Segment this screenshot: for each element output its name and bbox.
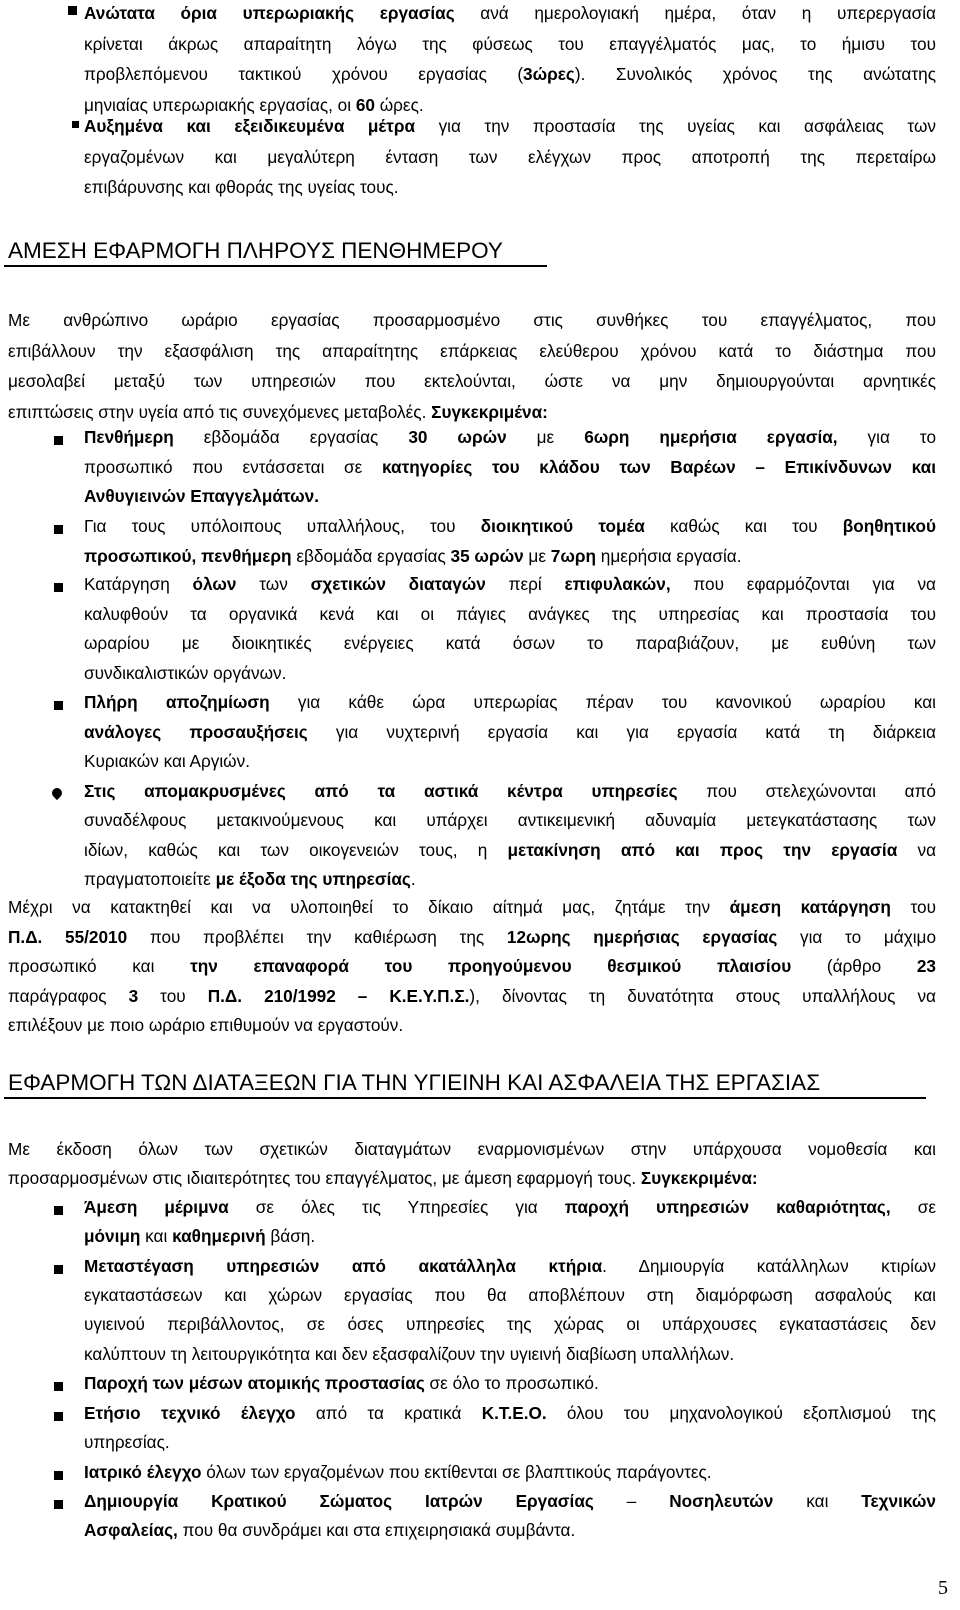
- text: ιδίων, καθώς και των οικογενειών τους, η: [84, 840, 508, 860]
- bold-text: Π.Δ. 55/2010: [8, 927, 128, 947]
- text: Με έκδοση όλων των σχετικών διαταγμάτων εναρμονισμένων στην υπάρχουσα νομοθεσία και: [8, 1139, 936, 1159]
- bold-text: 3: [128, 986, 139, 1006]
- text: –: [593, 1491, 670, 1511]
- text: καθώς και του: [644, 516, 843, 536]
- paragraph-line: [8, 307, 936, 333]
- bold-text: Κ.Τ.Ε.Ο.: [481, 1403, 547, 1423]
- bullet-line: [84, 1370, 936, 1396]
- text: για την προστασία της υγείας και ασφάλειας των: [415, 116, 936, 136]
- text: πραγματοποιείτε: [84, 869, 216, 889]
- text: σε όλες τις Υπηρεσίες για: [228, 1197, 565, 1217]
- bullet-line: [84, 778, 936, 804]
- text: υπηρεσίας.: [84, 1432, 170, 1452]
- text: ανά ημερολογιακή ημέρα, όταν η υπερεργασία: [454, 3, 936, 23]
- paragraph-line: [8, 924, 936, 950]
- square-bullet-icon: [54, 1265, 63, 1274]
- bold-text: 7ωρη: [550, 546, 596, 566]
- bullet-line: [84, 719, 936, 745]
- bold-text: διοικητικού τομέα: [480, 516, 645, 536]
- text: επιβάλλουν την εξασφάλιση της απαραίτητης επάρκειας ελεύθερου χρόνου κατά το διάστημα που: [8, 340, 936, 361]
- square-bullet-icon: [72, 121, 79, 128]
- bullet-line: [84, 454, 936, 480]
- text: συνδικαλιστικών οργάνων.: [84, 663, 287, 683]
- bullet-line: [84, 513, 936, 539]
- text: όλων των εργαζομένων που εκτίθενται σε βλαπτικούς παράγοντες.: [201, 1462, 712, 1482]
- text: ώρες.: [374, 94, 424, 115]
- bold-text: Μεταστέγαση υπηρεσιών από ακατάλληλα κτήρια: [84, 1256, 603, 1276]
- text: σε: [890, 1197, 936, 1217]
- text: . Δημιουργία κατάλληλων κτιρίων: [602, 1256, 936, 1276]
- text: Κυριακών και Αργιών.: [84, 751, 250, 771]
- square-bullet-icon: [54, 701, 63, 710]
- text: προσωπικό και: [8, 956, 191, 976]
- text: για το μάχιμο: [777, 927, 937, 947]
- paragraph-line: [8, 1136, 936, 1162]
- bold-text: Αυξημένα και εξειδικευμένα μέτρα: [84, 116, 416, 136]
- bold-text: μόνιμη: [84, 1226, 141, 1246]
- text: επιλέξουν με ποιο ωράριο επιθυμούν να εργαστούν.: [8, 1015, 404, 1035]
- bold-text: 12ωρης ημερήσιας εργασίας: [506, 927, 778, 947]
- bold-text: άμεση κατάργηση: [729, 897, 891, 917]
- bold-text: Ετήσιο τεχνικό έλεγχο: [84, 1403, 296, 1423]
- paragraph-line: [8, 399, 936, 425]
- paragraph-line: [8, 1165, 936, 1191]
- text: ). Συνολικός χρόνος της ανώτατης: [574, 64, 936, 84]
- bullet-line: [84, 1400, 936, 1426]
- paragraph-line: [8, 894, 936, 920]
- text: παράγραφος: [8, 986, 129, 1006]
- square-bullet-icon: [54, 1206, 63, 1215]
- bold-text: Τεχνικών: [861, 1491, 936, 1511]
- bold-text: ανάλογες προσαυξήσεις: [84, 722, 308, 742]
- text: προβλεπόμενου τακτικού χρόνου εργασίας (: [84, 64, 524, 84]
- bold-text: την επαναφορά του προηγούμενου θεσμικού πλαισίου: [190, 956, 792, 976]
- bullet-line: [84, 1429, 936, 1455]
- heading-underline: [4, 265, 547, 267]
- bold-text: κατηγορίες του κλάδου των Βαρέων – Επικίνδυνων και: [381, 457, 936, 477]
- text: καλύπτουν τη λειτουργικότητα και δεν εξασφαλίζουν την υγιεινή διαβίωση υπαλλήλων.: [84, 1344, 735, 1364]
- square-bullet-icon: [54, 1471, 63, 1480]
- text: και: [773, 1491, 862, 1511]
- text: περί: [485, 574, 565, 594]
- text: για νυχτερινή εργασία και για εργασία κατά τη διάρκεια: [307, 722, 936, 742]
- text: με: [506, 427, 585, 447]
- text: εβδομάδα εργασίας: [291, 546, 451, 566]
- bullet-line: [84, 1223, 936, 1249]
- bullet-line: [84, 31, 936, 57]
- bold-text: 3ώρες: [523, 64, 575, 84]
- bold-text: Νοσηλευτών: [669, 1491, 774, 1511]
- text: επιπτώσεις στην υγεία από τις συνεχόμενες μεταβολές.: [8, 401, 432, 422]
- text: ωραρίου με διοικητικές ενέργειες κατά όσων το παραβιάζουν, με ευθύνη των: [84, 633, 936, 653]
- text: του: [890, 897, 936, 917]
- bold-text: Ανώτατα όρια υπερωριακής εργασίας: [84, 3, 455, 23]
- bullet-line: [84, 1341, 936, 1367]
- bold-text: προσωπικού, πενθήμερη: [84, 546, 292, 566]
- bullet-line: [84, 660, 936, 686]
- square-bullet-icon: [54, 436, 63, 445]
- text: που εφαρμόζονται για να: [670, 574, 936, 594]
- text: με: [523, 546, 551, 566]
- page-number: 5: [938, 1577, 948, 1599]
- square-bullet-icon: [54, 583, 63, 592]
- text: για κάθε ώρα υπερωρίας πέραν του κανονικού ωραρίου και: [269, 692, 936, 712]
- text: που θα συνδράμει και στα επιχειρησιακά συμβάντα.: [177, 1520, 576, 1540]
- bullet-line: [84, 144, 936, 170]
- text: Κατάργηση: [84, 574, 193, 594]
- text: βάση.: [265, 1226, 316, 1246]
- bold-text: Παροχή των μέσων ατομικής προστασίας: [84, 1373, 425, 1393]
- text: (άρθρο: [791, 956, 917, 976]
- bullet-line: [84, 61, 936, 87]
- bullet-line: [84, 571, 936, 597]
- paragraph-line: [8, 368, 936, 394]
- bold-text: παροχή υπηρεσιών καθαριότητας,: [564, 1197, 891, 1217]
- bold-text: Ιατρικό έλεγχο: [84, 1462, 202, 1482]
- text: Με ανθρώπινο ωράριο εργασίας προσαρμοσμένο στις συνθήκες του επαγγέλματος, που: [8, 310, 936, 330]
- bullet-line: [84, 837, 936, 863]
- bold-text: 30 ωρών: [408, 427, 507, 447]
- bullet-line: [84, 630, 936, 656]
- text: προσαρμοσμένων στις ιδιαιτερότητες του επαγγέλματος, με άμεση εφαρμογή τους.: [8, 1168, 641, 1188]
- section-heading: ΕΦΑΡΜΟΓΗ ΤΩΝ ΔΙΑΤΑΞΕΩΝ ΓΙΑ ΤΗΝ ΥΓΙΕΙΝΗ ΚΑΙ ΑΣΦΑΛΕΙΑ ΤΗΣ ΕΡΓΑΣΙΑΣ: [8, 1070, 821, 1095]
- text: και: [140, 1226, 173, 1246]
- bullet-line: [84, 807, 936, 833]
- bold-text: με έξοδα της υπηρεσίας: [215, 869, 411, 889]
- text: εργαζομένων και μεγαλύτερη ένταση των ελέγχων προς αποτροπή της περεταίρω: [84, 146, 936, 167]
- text: κρίνεται άκρως απαραίτητη λόγω της φύσεως του επαγγέλματός μας, το ήμισυ του: [84, 33, 936, 54]
- bold-text: Άμεση μέριμνα: [84, 1197, 229, 1217]
- paragraph-line: [8, 983, 936, 1009]
- text: .: [410, 869, 416, 889]
- paragraph-line: [8, 1012, 936, 1038]
- text: για το: [837, 427, 936, 447]
- bold-text: Δημιουργία Κρατικού Σώματος Ιατρών Εργασίας: [84, 1491, 594, 1511]
- square-bullet-icon: [54, 525, 63, 534]
- text: από τα κρατικά: [295, 1403, 482, 1423]
- bold-text: 23: [916, 956, 936, 976]
- bold-text: βοηθητικού: [842, 516, 936, 536]
- bullet-line: [84, 1459, 936, 1485]
- square-bullet-icon: [52, 788, 61, 797]
- text: εγκαταστάσεων και χώρων εργασίας που θα αποβλέπουν στη διαμόρφωση ασφαλούς και: [84, 1285, 936, 1305]
- bullet-line: [84, 1488, 936, 1514]
- text: καλυφθούν τα οργανικά κενά και οι πάγιες ανάγκες της υπηρεσίας και προστασία του: [84, 604, 936, 624]
- bullet-line: [84, 1253, 936, 1279]
- text: συναδέλφους μετακινούμενους και υπάρχει αντικειμενική αδυναμία μετεγκατάστασης των: [84, 810, 936, 830]
- square-bullet-icon: [68, 6, 77, 15]
- bullet-line: [84, 866, 936, 892]
- bold-text: όλων: [192, 574, 237, 594]
- bullet-line: [84, 1517, 936, 1543]
- bullet-line: [84, 113, 936, 139]
- bold-text: 35 ωρών: [450, 546, 524, 566]
- text: σε όλο το προσωπικό.: [424, 1373, 599, 1393]
- bullet-line: [84, 748, 936, 774]
- bullet-line: [84, 0, 936, 26]
- bold-text: μετακίνηση από και προς την εργασία: [507, 840, 898, 860]
- bullet-line: [84, 174, 936, 200]
- bold-text: Συγκεκριμένα:: [431, 401, 548, 422]
- text: Για τους υπόλοιπους υπαλλήλους, του: [84, 516, 481, 536]
- bold-text: Συγκεκριμένα:: [640, 1168, 758, 1188]
- bold-text: σχετικών διαταγών: [310, 574, 486, 594]
- bold-text: Πλήρη αποζημίωση: [84, 692, 270, 712]
- square-bullet-icon: [54, 1500, 63, 1509]
- text: ), δίνοντας τη δυνατότητα στους υπαλλήλους να: [469, 986, 936, 1006]
- bullet-line: [84, 1194, 936, 1220]
- text: όλου του μηχανολογικού εξοπλισμού της: [546, 1403, 936, 1423]
- text: του: [138, 986, 208, 1006]
- bold-text: καθημερινή: [172, 1226, 266, 1246]
- text: προσωπικό που εντάσσεται σε: [84, 457, 382, 477]
- bold-text: επιφυλακών,: [564, 574, 671, 594]
- bold-text: 60: [355, 94, 375, 115]
- bold-text: Πενθήμερη: [84, 427, 174, 447]
- text: Μέχρι να κατακτηθεί και να υλοποιηθεί το δίκαιο αίτημά μας, ζητάμε την: [8, 897, 730, 917]
- text: εβδομάδα εργασίας: [173, 427, 409, 447]
- text: μηνιαίας υπερωριακής εργασίας, οι: [84, 94, 356, 115]
- square-bullet-icon: [54, 1412, 63, 1421]
- bullet-line: [84, 543, 936, 569]
- heading-underline: [4, 1097, 926, 1099]
- bullet-line: [84, 601, 936, 627]
- bold-text: Ανθυγιεινών Επαγγελμάτων.: [84, 486, 319, 506]
- bullet-line: [84, 689, 936, 715]
- bold-text: Ασφαλείας,: [84, 1520, 178, 1540]
- text: επιβάρυνσης και φθοράς της υγείας τους.: [84, 177, 399, 197]
- bold-text: 6ωρη ημερήσια εργασία,: [584, 427, 838, 447]
- bullet-line: [84, 483, 936, 509]
- text: μεσολαβεί μεταξύ των υπηρεσιών που εκτελούνται, ώστε να μην δημιουργούνται αρνητικές: [8, 371, 936, 391]
- bullet-line: [84, 424, 936, 450]
- text: που στελεχώνονται από: [677, 781, 936, 801]
- bold-text: Στις απομακρυσμένες από τα αστικά κέντρα υπηρεσίες: [84, 781, 678, 801]
- section-heading: ΑΜΕΣΗ ΕΦΑΡΜΟΓΗ ΠΛΗΡΟΥΣ ΠΕΝΘΗΜΕΡΟΥ: [8, 238, 503, 263]
- paragraph-line: [8, 338, 936, 364]
- bold-text: Π.Δ. 210/1992 – Κ.Ε.Υ.Π.Σ.: [207, 986, 470, 1006]
- bullet-line: [84, 1311, 936, 1337]
- square-bullet-icon: [54, 1382, 63, 1391]
- bullet-line: [84, 1282, 936, 1308]
- text: να: [897, 840, 937, 860]
- text: που προβλέπει την καθιέρωση της: [127, 927, 507, 947]
- paragraph-line: [8, 953, 936, 979]
- text: των: [236, 574, 311, 594]
- text: υγιεινού περιβάλλοντος, σε όσες υπηρεσίες της χώρας οι υπάρχουσες εγκαταστάσεις δεν: [84, 1314, 936, 1334]
- text: ημερήσια εργασία.: [596, 546, 742, 566]
